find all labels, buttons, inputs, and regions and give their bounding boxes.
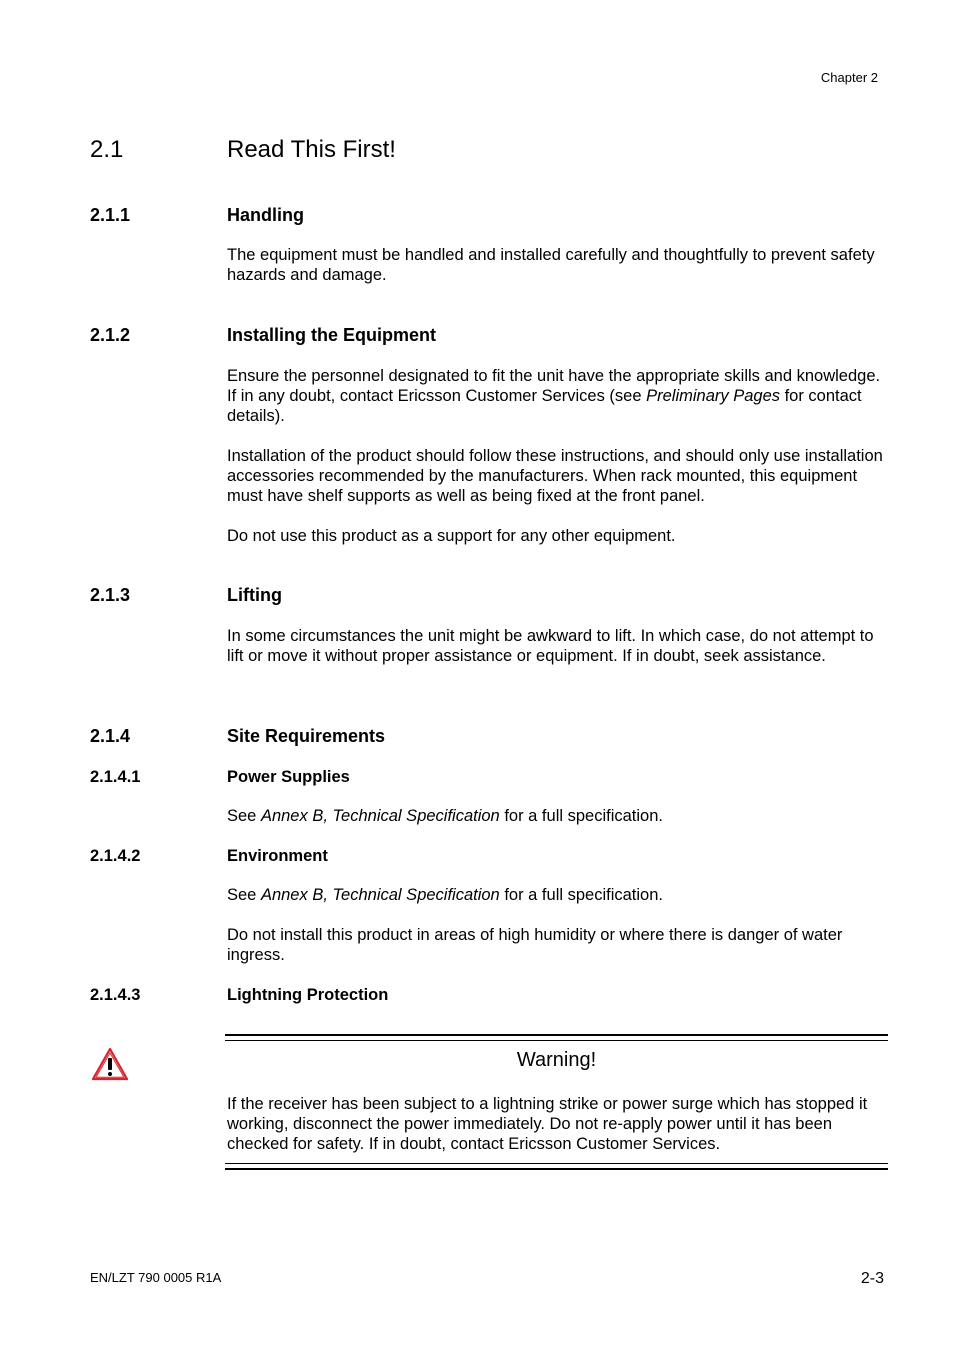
section-number: 2.1 xyxy=(90,136,124,163)
installing-paragraph-2: Installation of the product should follow these instructions, and should only use installation accessories recommended by the manufacturers. When rack mounted, this equipment must have shelf supports as well as being fixed at the front panel. xyxy=(227,447,883,506)
lightning-title: Lightning Protection xyxy=(227,986,389,1004)
preliminary-pages-reference: Preliminary Pages xyxy=(646,387,780,406)
installing-paragraph-3: Do not use this product as a support for any other equipment. xyxy=(227,527,676,545)
site-number: 2.1.4 xyxy=(90,726,131,746)
document-id: EN/LZT 790 0005 R1A xyxy=(90,1270,222,1285)
lifting-number: 2.1.3 xyxy=(90,585,131,605)
environment-paragraph-2: Do not install this product in areas of high humidity or where there is danger of water ingress. xyxy=(227,926,843,965)
lifting-paragraph: In some circumstances the unit might be awkward to lift. In which case, do not attempt to lift or move it without proper assistance or equipment. If in doubt, seek assistance. xyxy=(227,627,874,666)
installing-number: 2.1.2 xyxy=(90,325,131,345)
annex-b-reference: Annex B, Technical Specification xyxy=(260,807,500,825)
environment-number: 2.1.4.2 xyxy=(90,847,141,865)
warning-triangle-icon xyxy=(90,1046,130,1082)
installing-paragraph-1: Ensure the personnel designated to fit the unit have the appropriate skills and knowledge. If in any doubt, contact Ericsson Customer Services (see Preliminary Pages for contact details). xyxy=(227,367,881,426)
power-number: 2.1.4.1 xyxy=(90,768,141,786)
warning-top-rule xyxy=(225,1034,888,1036)
environment-paragraph-1: See Annex B, Technical Specification for a full specification. xyxy=(227,886,663,904)
section-title: Read This First! xyxy=(227,136,396,163)
warning-text: If the receiver has been subject to a lightning strike or power surge which has stopped it working, disconnect the power immediately. Do not re-apply power until it has been checked for safety. If in doubt, contact Ericsson Customer Services. xyxy=(227,1095,868,1154)
handling-number: 2.1.1 xyxy=(90,205,131,225)
handling-paragraph: The equipment must be handled and installed carefully and thoughtfully to prevent safety hazards and damage. xyxy=(227,246,875,285)
handling-title: Handling xyxy=(227,205,304,225)
lightning-number: 2.1.4.3 xyxy=(90,986,141,1004)
power-title: Power Supplies xyxy=(227,768,350,786)
page-number: 2-3 xyxy=(860,1270,884,1287)
power-paragraph: See Annex B, Technical Specification for a full specification. xyxy=(227,807,663,825)
warning-title: Warning! xyxy=(516,1049,597,1071)
warning-bottom-rule xyxy=(225,1168,888,1170)
site-title: Site Requirements xyxy=(227,726,386,746)
installing-title: Installing the Equipment xyxy=(227,325,437,345)
warning-bottom-rule-thin xyxy=(225,1163,888,1164)
environment-title: Environment xyxy=(227,847,328,865)
lifting-title: Lifting xyxy=(227,585,282,605)
annex-b-reference: Annex B, Technical Specification xyxy=(260,886,500,904)
chapter-header: Chapter 2 xyxy=(820,70,878,85)
warning-top-rule-thin xyxy=(225,1040,888,1041)
